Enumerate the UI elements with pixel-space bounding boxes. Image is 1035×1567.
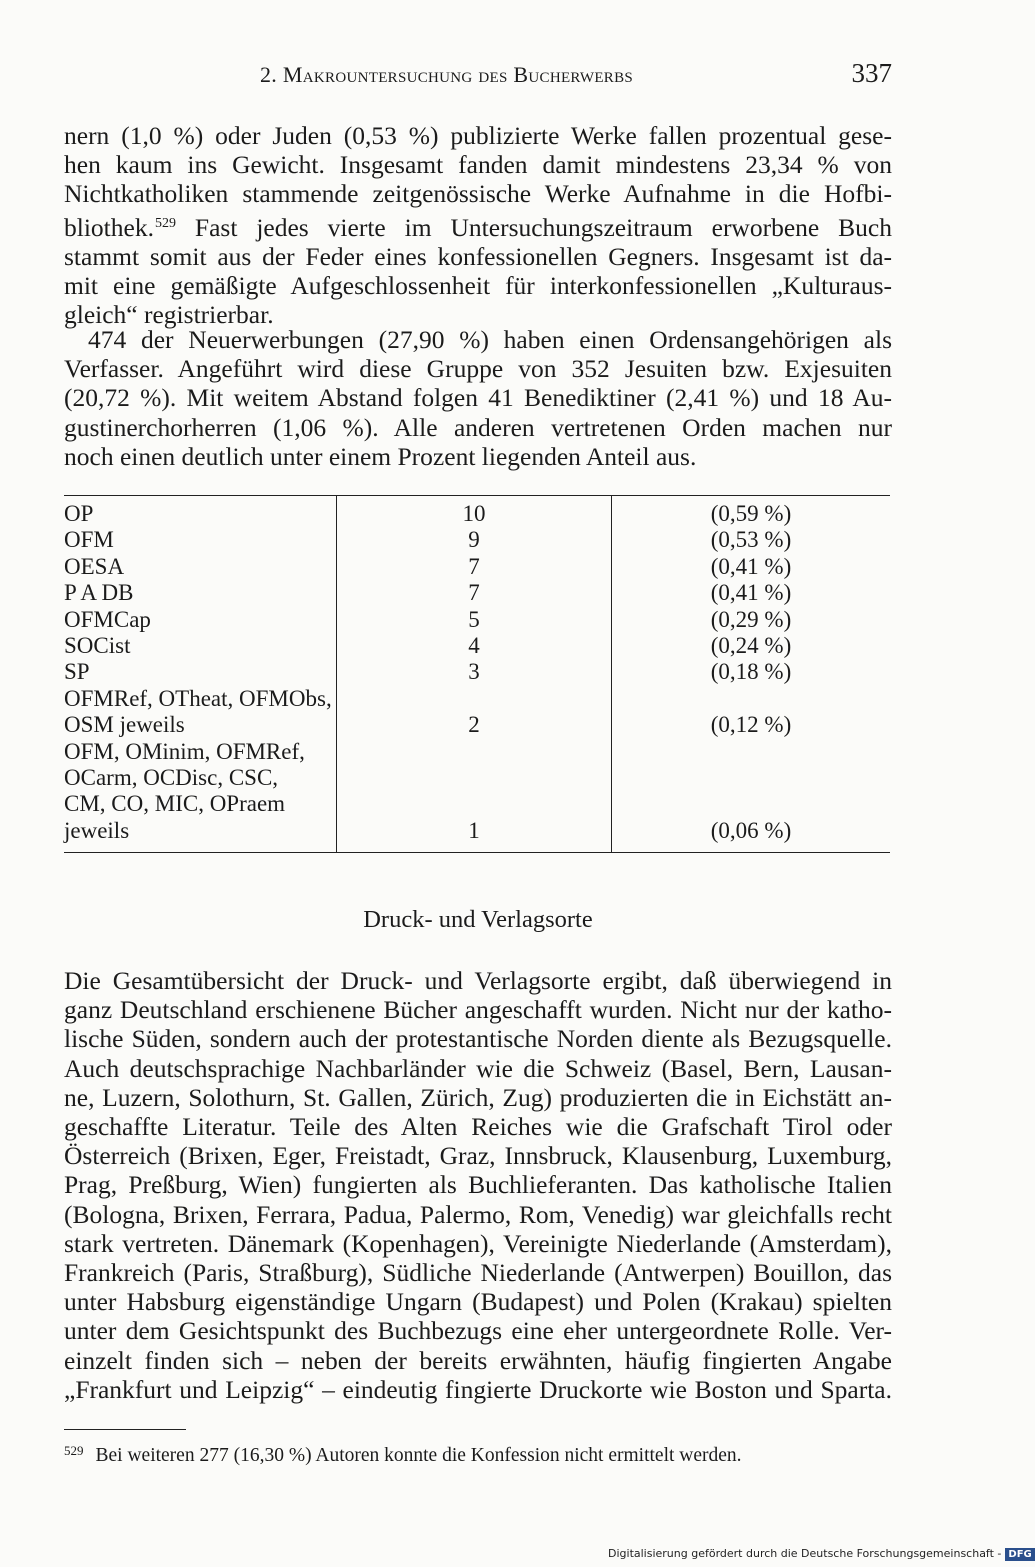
count-cell: 9 — [337, 527, 612, 553]
text-line: (20,72 %). Mit weitem Abstand folgen 41 Benediktiner (2,41 %) und 18 Au- — [64, 383, 892, 413]
percent-cell: (0,24 %) — [710, 633, 792, 659]
paragraph-orders — [64, 325, 892, 471]
text-line: einzelt finden sich – neben der bereits erwähnten, häufig fingierten Angabe — [64, 1345, 892, 1375]
table-row — [64, 580, 890, 606]
order-cell: P A DB — [64, 580, 337, 606]
percent-cell: (0,06 %) — [710, 817, 792, 843]
text-line: ganz Deutschland erschienene Bücher angeschafft wurden. Nicht nur der katho- — [64, 995, 892, 1025]
orders-table — [64, 495, 890, 853]
text-line: geschaffte Literatur. Teile des Alten Reiches wie die Grafschaft Tirol oder — [64, 1112, 892, 1142]
table-row — [64, 686, 890, 739]
text-line: Prag, Preßburg, Wien) fungierten als Buchlieferanten. Das katholische Italien — [64, 1170, 892, 1200]
footnote-mark: 529 — [64, 1443, 84, 1458]
order-cell: SP — [64, 659, 337, 685]
text-line: unter dem Gesichtspunkt des Buchbezugs eine eher untergeordnete Rolle. Ver- — [64, 1316, 892, 1346]
footnote-text: Bei weiteren 277 (16,30 %) Autoren konnte die Konfession nicht ermittelt werden. — [95, 1445, 742, 1466]
count-cell: 10 — [337, 496, 612, 528]
percent-cell: (0,18 %) — [710, 659, 792, 685]
text-line: ne, Luzern, Solothurn, St. Gallen, Zürich, Zug) produzierten die in Eichstätt an- — [64, 1082, 892, 1112]
table-row — [64, 739, 890, 853]
order-cell: SOCist — [64, 633, 337, 659]
text-line: lische Süden, sondern auch der protestantische Norden diente als Bezugsquelle. — [64, 1024, 892, 1054]
text-line: nern (1,0 %) oder Juden (0,53 %) publizierte Werke fallen prozentual gese- — [64, 121, 892, 150]
count-cell: 1 — [337, 739, 612, 853]
order-cell: OFMCap — [64, 607, 337, 633]
footnote-reference[interactable]: 529 — [154, 215, 176, 231]
paragraph-confessions — [64, 121, 892, 329]
count-cell: 5 — [337, 607, 612, 633]
count-cell: 3 — [337, 659, 612, 685]
text-line: „Frankfurt und Leipzig“ – eindeutig fingierte Druckorte wie Boston und Sparta. — [64, 1374, 892, 1404]
order-cell: OP — [64, 496, 337, 528]
text-line: Frankreich (Paris, Straßburg), Südliche Niederlande (Antwerpen) Bouillon, das — [64, 1258, 892, 1288]
text-line: unter Habsburg eigenständige Ungarn (Budapest) und Polen (Krakau) spielten — [64, 1287, 892, 1317]
text-line: gustinerchorherren (1,06 %). Alle anderen vertretenen Orden machen nur — [64, 412, 892, 442]
percent-cell: (0,53 %) — [710, 527, 792, 553]
percent-cell: (0,59 %) — [710, 501, 792, 526]
text-line: hen kaum ins Gewicht. Insgesamt fanden damit mindestens 23,34 % von — [64, 150, 892, 180]
funding-note — [608, 1547, 1035, 1561]
text-fragment: Fast jedes vierte im Untersuchungszeitraum erworbene Buch — [175, 212, 892, 242]
table-row — [64, 659, 890, 685]
percent-cell: (0,41 %) — [710, 580, 792, 606]
count-cell: 2 — [337, 686, 612, 739]
count-cell: 7 — [337, 554, 612, 580]
order-cell: OFM, OMinim, OFMRef, OCarm, OCDisc, CSC, CM, CO, MIC, OPraem jeweils — [64, 739, 337, 853]
text-line: (Bologna, Brixen, Ferrara, Padua, Palermo, Rom, Venedig) war gleichfalls recht — [64, 1199, 892, 1229]
table-row — [64, 607, 890, 633]
percent-cell: (0,41 %) — [710, 553, 792, 579]
percent-cell: (0,29 %) — [710, 606, 792, 632]
text-line: Österreich (Brixen, Eger, Freistadt, Graz, Innsbruck, Klausenburg, Luxemburg, — [64, 1141, 892, 1171]
footnote — [64, 1439, 892, 1468]
count-cell: 7 — [337, 580, 612, 606]
order-cell: OESA — [64, 554, 337, 580]
paragraph-printing-places — [64, 966, 892, 1404]
running-title: 2. Makrountersuchung des Bucherwerbs — [260, 62, 634, 87]
section-heading: Druck- und Verlagsorte — [363, 906, 593, 933]
table-row — [64, 496, 890, 528]
dfg-logo-icon: DFG — [1005, 1548, 1034, 1561]
text-line: stark vertreten. Dänemark (Kopenhagen), Vereinigte Niederlande (Amsterdam), — [64, 1228, 892, 1258]
table-row — [64, 527, 890, 553]
text-line: Auch deutschsprachige Nachbarländer wie die Schweiz (Basel, Bern, Lausan- — [64, 1053, 892, 1083]
text-line — [64, 209, 892, 242]
table-row — [64, 554, 890, 580]
text-line: Die Gesamtübersicht der Druck- und Verlagsorte ergibt, daß überwiegend in — [64, 966, 892, 995]
text-line: mit eine gemäßigte Aufgeschlossenheit für interkonfessionellen „Kulturaus- — [64, 271, 892, 301]
text-line: gleich“ registrierbar. — [64, 300, 274, 330]
text-line: stammt somit aus der Feder eines konfessionellen Gegners. Insgesamt ist da- — [64, 241, 892, 271]
page-number: 337 — [851, 58, 892, 88]
funding-text: Digitalisierung gefördert durch die Deutsche Forschungsgemeinschaft - — [608, 1547, 1002, 1560]
table-row — [64, 633, 890, 659]
text-line: noch einen deutlich unter einem Prozent liegenden Anteil aus. — [64, 441, 697, 471]
order-cell: OFMRef, OTheat, OFMObs, OSM jeweils — [64, 686, 337, 739]
running-head — [64, 58, 892, 94]
percent-cell: (0,12 %) — [710, 712, 792, 738]
order-cell: OFM — [64, 527, 337, 553]
footnote-rule — [64, 1429, 186, 1430]
text-line: 474 der Neuerwerbungen (27,90 %) haben einen Ordensangehörigen als — [88, 325, 892, 354]
count-cell: 4 — [337, 633, 612, 659]
text-line: Verfasser. Angeführt wird diese Gruppe von 352 Jesuiten bzw. Exjesuiten — [64, 354, 892, 384]
text-fragment: bliothek. — [64, 212, 154, 242]
text-line: Nichtkatholiken stammende zeitgenössische Werke Aufnahme in die Hofbi- — [64, 179, 892, 209]
